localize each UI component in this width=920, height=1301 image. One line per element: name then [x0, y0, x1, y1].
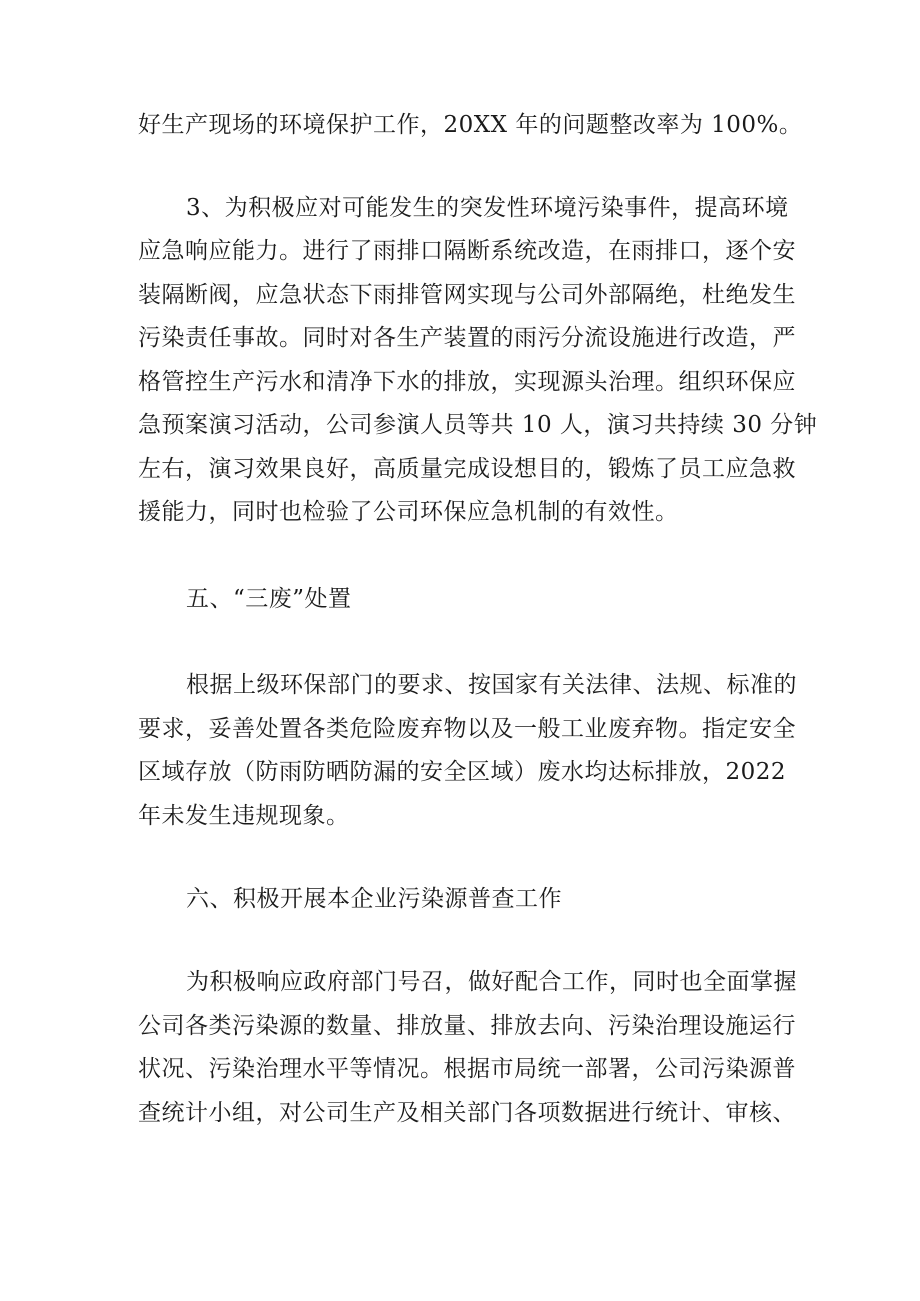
text-line: 要求，妥善处置各类危险废弃物以及一般工业废弃物。指定安全	[138, 716, 796, 742]
text-line: 好生产现场的环境保护工作，20XX 年的问题整改率为 100%。	[138, 112, 803, 138]
section-heading-6: 六、积极开展本企业污染源普查工作	[186, 886, 562, 912]
text-line: 援能力，同时也检验了公司环保应急机制的有效性。	[138, 499, 679, 525]
text-line: 为积极响应政府部门号召，做好配合工作，同时也全面掌握	[186, 969, 797, 995]
text-line: 根据上级环保部门的要求、按国家有关法律、法规、标准的	[186, 672, 797, 698]
text-line: 应急响应能力。进行了雨排口隔断系统改造，在雨排口，逐个安	[138, 238, 796, 264]
text-line: 格管控生产污水和清净下水的排放，实现源头治理。组织环保应	[138, 369, 796, 395]
text-line: 左右，演习效果良好，高质量完成设想目的，锻炼了员工应急救	[138, 456, 796, 482]
text-line: 区域存放（防雨防晒防漏的安全区域）废水均达标排放，2022	[138, 759, 787, 785]
text-line: 公司各类污染源的数量、排放量、排放去向、污染治理设施运行	[138, 1013, 796, 1039]
text-line: 装隔断阀，应急状态下雨排管网实现与公司外部隔绝，杜绝发生	[138, 282, 796, 308]
text-line: 急预案演习活动，公司参演人员等共 10 人，演习共持续 30 分钟	[138, 412, 818, 438]
text-line: 污染责任事故。同时对各生产装置的雨污分流设施进行改造，严	[138, 325, 796, 351]
text-line: 状况、污染治理水平等情况。根据市局统一部署，公司污染源普	[138, 1056, 796, 1082]
section-heading-5: 五、“三废”处置	[186, 586, 352, 612]
text-line: 年未发生违规现象。	[138, 803, 350, 829]
text-line: 查统计小组，对公司生产及相关部门各项数据进行统计、审核、	[138, 1100, 796, 1126]
text-line: 3、为积极应对可能发生的突发性环境污染事件，提高环境	[186, 195, 789, 221]
